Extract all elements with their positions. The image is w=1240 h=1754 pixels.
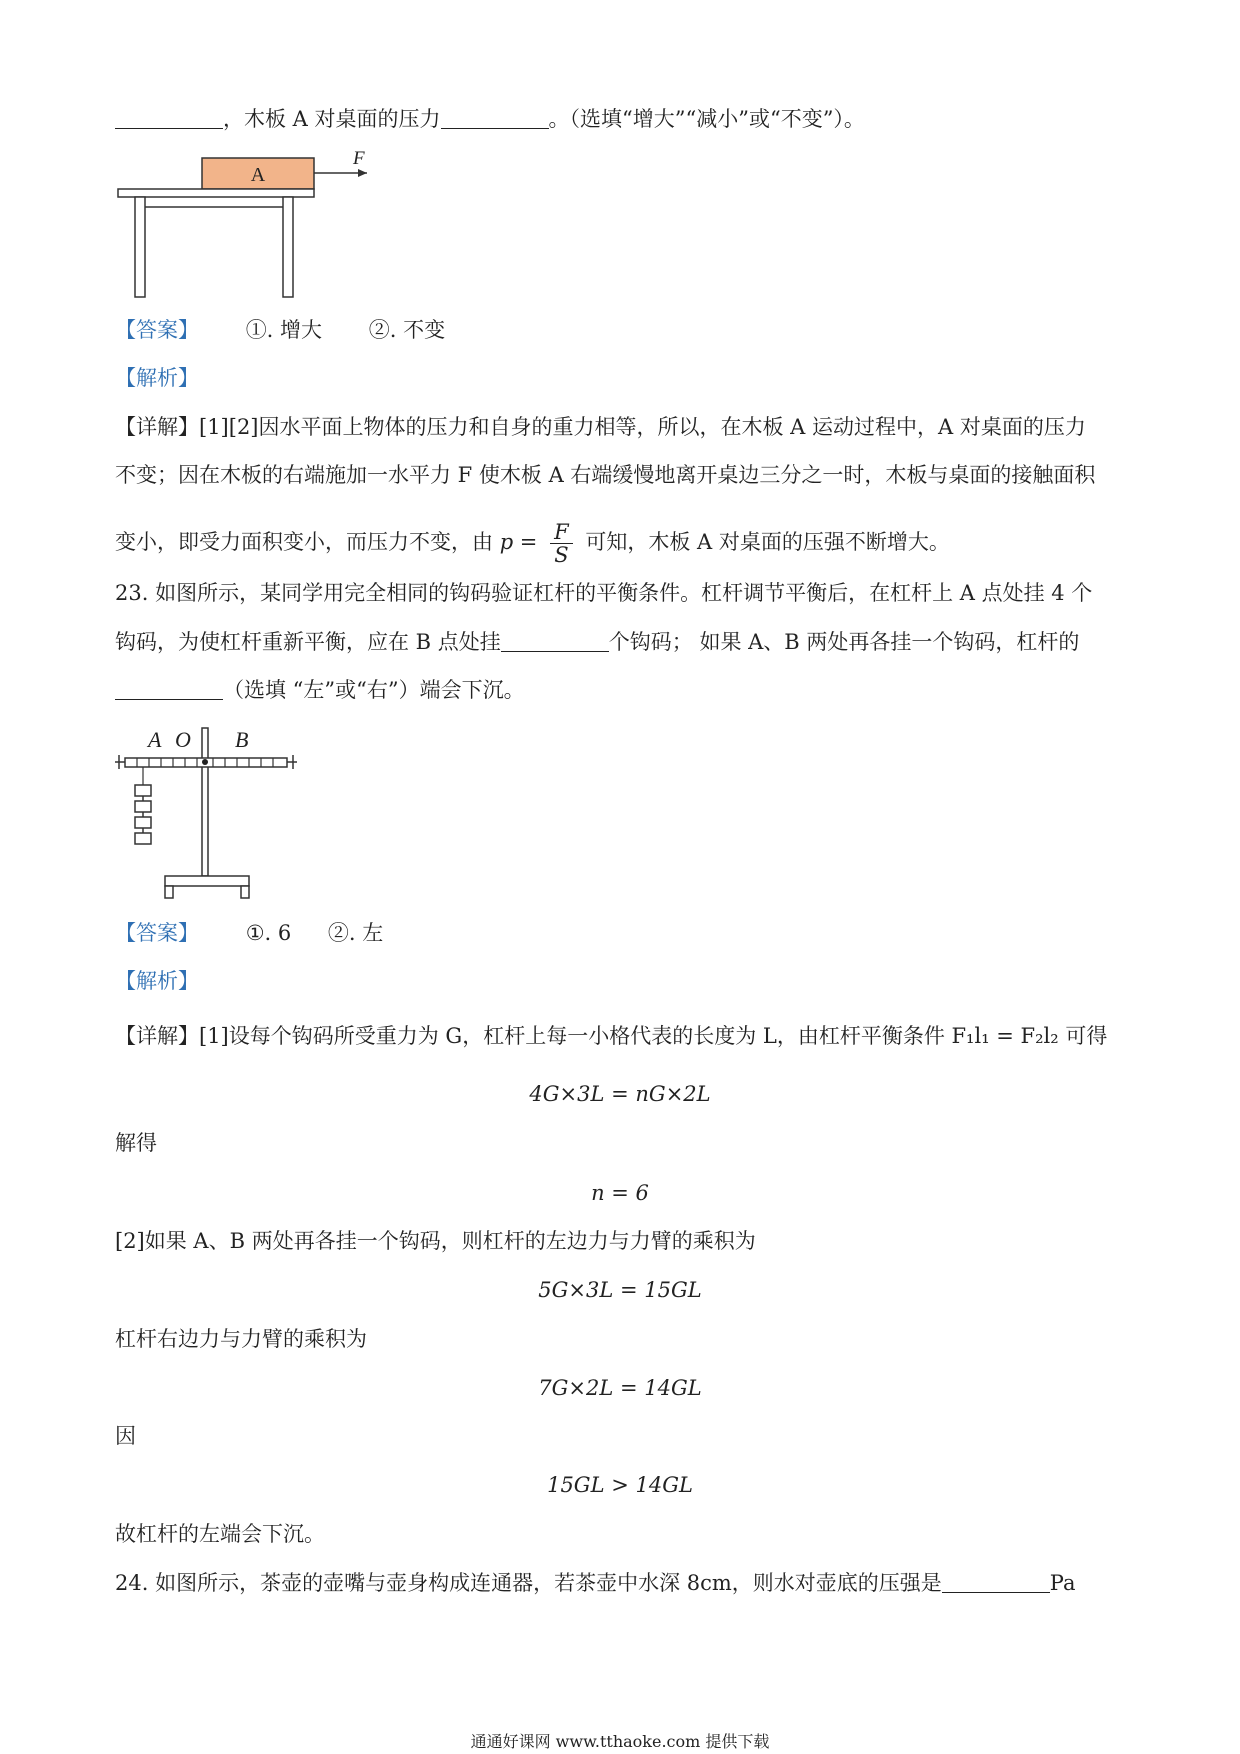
table-top xyxy=(118,189,314,197)
equation-2: n = 6 xyxy=(591,1181,649,1205)
q23-lever-figure xyxy=(113,723,303,908)
q22-answer: 【答案】 ①. 增大 ②. 不变 xyxy=(115,318,446,342)
q23-conclusion: 故杠杆的左端会下沉。 xyxy=(115,1522,325,1546)
q22-table-figure xyxy=(115,148,375,303)
equation-5: 15GL > 14GL xyxy=(547,1473,693,1497)
q23-detail2: [2]如果 A、B 两处再各挂一个钩码，则杠杆的左边力与力臂的乘积为 xyxy=(115,1229,756,1253)
q23-line3: （选填 “左”或“右”）端会下沉。 xyxy=(115,675,525,705)
q23-detail1: 【详解】[1]设每个钩码所受重力为 G，杠杆上每一小格代表的长度为 L，由杠杆平衡条件 F₁l₁ = F₂l₂ 可得 xyxy=(115,1024,1108,1048)
point-a-label: A xyxy=(148,727,162,752)
q23-line2: 钩码，为使杠杆重新平衡，应在 B 点处挂 个钩码； 如果 A、B 两处再各挂一个钩码，杠杆的 xyxy=(115,630,1080,654)
solve-label: 解得 xyxy=(115,1131,157,1155)
q23-analysis: 【解析】 xyxy=(115,969,199,993)
q23-detail3: 杠杆右边力与力臂的乘积为 xyxy=(115,1327,367,1351)
answer-tag: 【答案】 xyxy=(115,318,199,342)
page-footer: 通通好课网 www.tthaoke.com 提供下载 xyxy=(470,1732,770,1751)
point-o-label: O xyxy=(175,727,191,752)
table-leg-left xyxy=(135,197,145,297)
q22-detail3: 变小，即受力面积变小，而压力不变，由 p = $\frac{F}{S}$ 可知，木板 A 对桌面的压强不断增大。 xyxy=(115,520,950,567)
q22-analysis: 【解析】 xyxy=(115,366,199,390)
equation-3: 5G×3L = 15GL xyxy=(538,1278,702,1302)
answer-blank xyxy=(441,108,549,129)
answer-blank xyxy=(501,631,609,652)
force-label: F xyxy=(353,148,365,169)
because-label: 因 xyxy=(115,1424,136,1448)
answer-blank xyxy=(115,108,223,129)
answer-blank xyxy=(115,679,223,700)
stand-base xyxy=(165,876,249,886)
q24-line1: 24. 如图所示，茶壶的壶嘴与壶身构成连通器，若茶壶中水深 8cm，则水对壶底的压强是 Pa xyxy=(115,1571,1076,1595)
answer-tag: 【答案】 xyxy=(115,921,199,945)
pressure-fraction: $\frac{F}{S}$ xyxy=(550,521,573,566)
q22-line1: ，木板 A 对桌面的压力 。（选填“增大”“减小”或“不变”）。 xyxy=(115,104,865,134)
q22-detail2: 不变；因在木板的右端施加一水平力 F 使木板 A 右端缓慢地离开桌边三分之一时，木板与桌面的接触面积 xyxy=(115,463,1096,487)
q22-detail1: 【详解】[1][2]因水平面上物体的压力和自身的重力相等，所以，在木板 A 运动过程中，A 对桌面的压力 xyxy=(115,415,1086,439)
table-leg-right xyxy=(283,197,293,297)
board-a-label: A xyxy=(250,164,266,186)
pivot-o xyxy=(202,759,208,765)
equation-4: 7G×2L = 14GL xyxy=(538,1376,702,1400)
point-b-label: B xyxy=(235,727,249,752)
q23-answer: 【答案】 ①. 6 ②. 左 xyxy=(115,921,384,945)
equation-1: 4G×3L = nG×2L xyxy=(529,1082,711,1106)
answer-blank xyxy=(942,1572,1050,1593)
q23-line1: 23. 如图所示，某同学用完全相同的钩码验证杠杆的平衡条件。杠杆调节平衡后，在杠杆上 A 点处挂 4 个 xyxy=(115,581,1093,605)
stand-post xyxy=(202,728,208,876)
hook-weights xyxy=(135,785,151,844)
